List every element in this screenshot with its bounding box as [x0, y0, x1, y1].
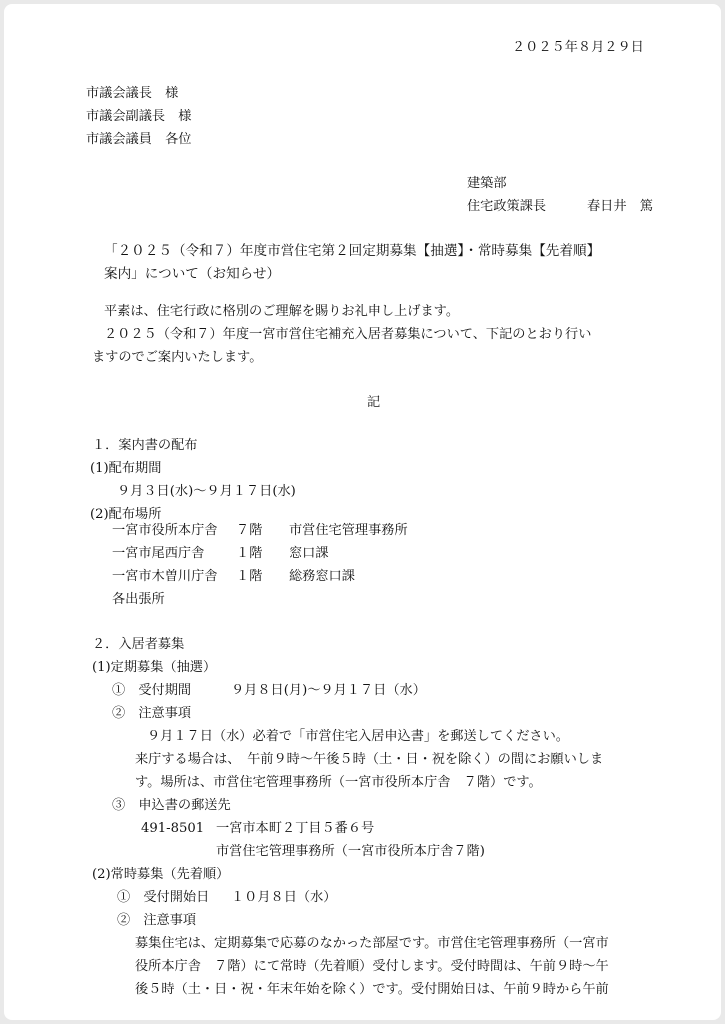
always-start-value: １０月８日（水） — [231, 890, 337, 905]
distribution-period-label: (1)配布期間 — [90, 461, 162, 476]
place-office-bisai: 窓口課 — [289, 546, 329, 561]
place-floor-kisogawa: １階 — [236, 569, 263, 584]
regular-notes-label: ② 注意事項 — [112, 706, 192, 721]
sender-position: 住宅政策課長 — [467, 199, 547, 214]
always-note-line3: 後５時（土・日・祝・年末年始を除く）です。受付開始日は、午前９時から午前 — [135, 982, 609, 997]
postal-code: 491-8501 — [141, 821, 205, 836]
always-notes-label: ② 注意事項 — [117, 913, 197, 928]
regular-period-label: ① 受付期間 — [112, 683, 192, 698]
intro-line1: 平素は、住宅行政に格別のご理解を賜りお礼申し上げます。 — [104, 304, 460, 319]
recipient-members: 市議会議員 各位 — [86, 132, 192, 147]
intro-line2: ２０２５（令和７）年度一宮市営住宅補充入居者募集について、下記のとおり行い — [104, 327, 592, 342]
document-date: ２０２５年８月２９日 — [512, 40, 644, 55]
regular-period-value: ９月８日(月)～９月１７日（水） — [231, 683, 426, 698]
regular-note-line3: す。場所は、市営住宅管理事務所（一宮市役所本庁舎 ７階）です。 — [135, 775, 542, 790]
section1-heading: １．案内書の配布 — [92, 438, 198, 453]
mailing-address: 一宮市本町２丁目５番６号 — [216, 821, 375, 836]
place-floor-bisai: １階 — [236, 546, 263, 561]
distribution-period-value: ９月３日(水)～９月１７日(水) — [117, 484, 296, 499]
sender-department: 建築部 — [467, 176, 507, 191]
regular-recruitment-label: (1)定期募集（抽選） — [92, 660, 217, 675]
section2-heading: ２．入居者募集 — [92, 637, 185, 652]
always-recruitment-label: (2)常時募集（先着順） — [92, 867, 230, 882]
always-start-label: ① 受付開始日 — [117, 890, 210, 905]
ki-heading: 記 — [367, 395, 381, 410]
recipient-chair: 市議会議長 様 — [86, 86, 179, 101]
place-branches: 各出張所 — [112, 592, 165, 607]
regular-note-line1: ９月１７日（水）必着で「市営住宅入居申込書」を郵送してください。 — [147, 729, 569, 744]
place-floor-honchosha: ７階 — [236, 523, 263, 538]
place-name-bisai: 一宮市尾西庁舎 — [112, 546, 205, 561]
document-title-line1: 「２０２５（令和７）年度市営住宅第２回定期募集【抽選】・常時募集【先着順】 — [104, 243, 601, 259]
document-page — [4, 4, 721, 1020]
document-title-line2: 案内」について（お知らせ） — [104, 266, 281, 282]
regular-note-line2: 来庁する場合は、 午前９時～午後５時（土・日・祝を除く）の間にお願いしま — [135, 752, 604, 767]
place-office-kisogawa: 総務窓口課 — [289, 569, 355, 584]
intro-line3: ますのでご案内いたします。 — [92, 350, 263, 365]
place-name-kisogawa: 一宮市木曽川庁舎 — [112, 569, 218, 584]
regular-address-label: ③ 申込書の郵送先 — [112, 798, 231, 813]
mailing-address-office: 市営住宅管理事務所（一宮市役所本庁舎７階) — [216, 844, 485, 859]
recipient-vice-chair: 市議会副議長 様 — [86, 109, 192, 124]
always-note-line2: 役所本庁舎 ７階）にて常時（先着順）受付します。受付時間は、午前９時～午 — [135, 959, 609, 974]
sender-name: 春日井 篤 — [587, 199, 653, 214]
place-name-honchosha: 一宮市役所本庁舎 — [112, 523, 218, 538]
place-office-honchosha: 市営住宅管理事務所 — [289, 523, 408, 538]
distribution-place-label: (2)配布場所 — [90, 507, 162, 522]
always-note-line1: 募集住宅は、定期募集で応募のなかった部屋です。市営住宅管理事務所（一宮市 — [135, 936, 609, 951]
